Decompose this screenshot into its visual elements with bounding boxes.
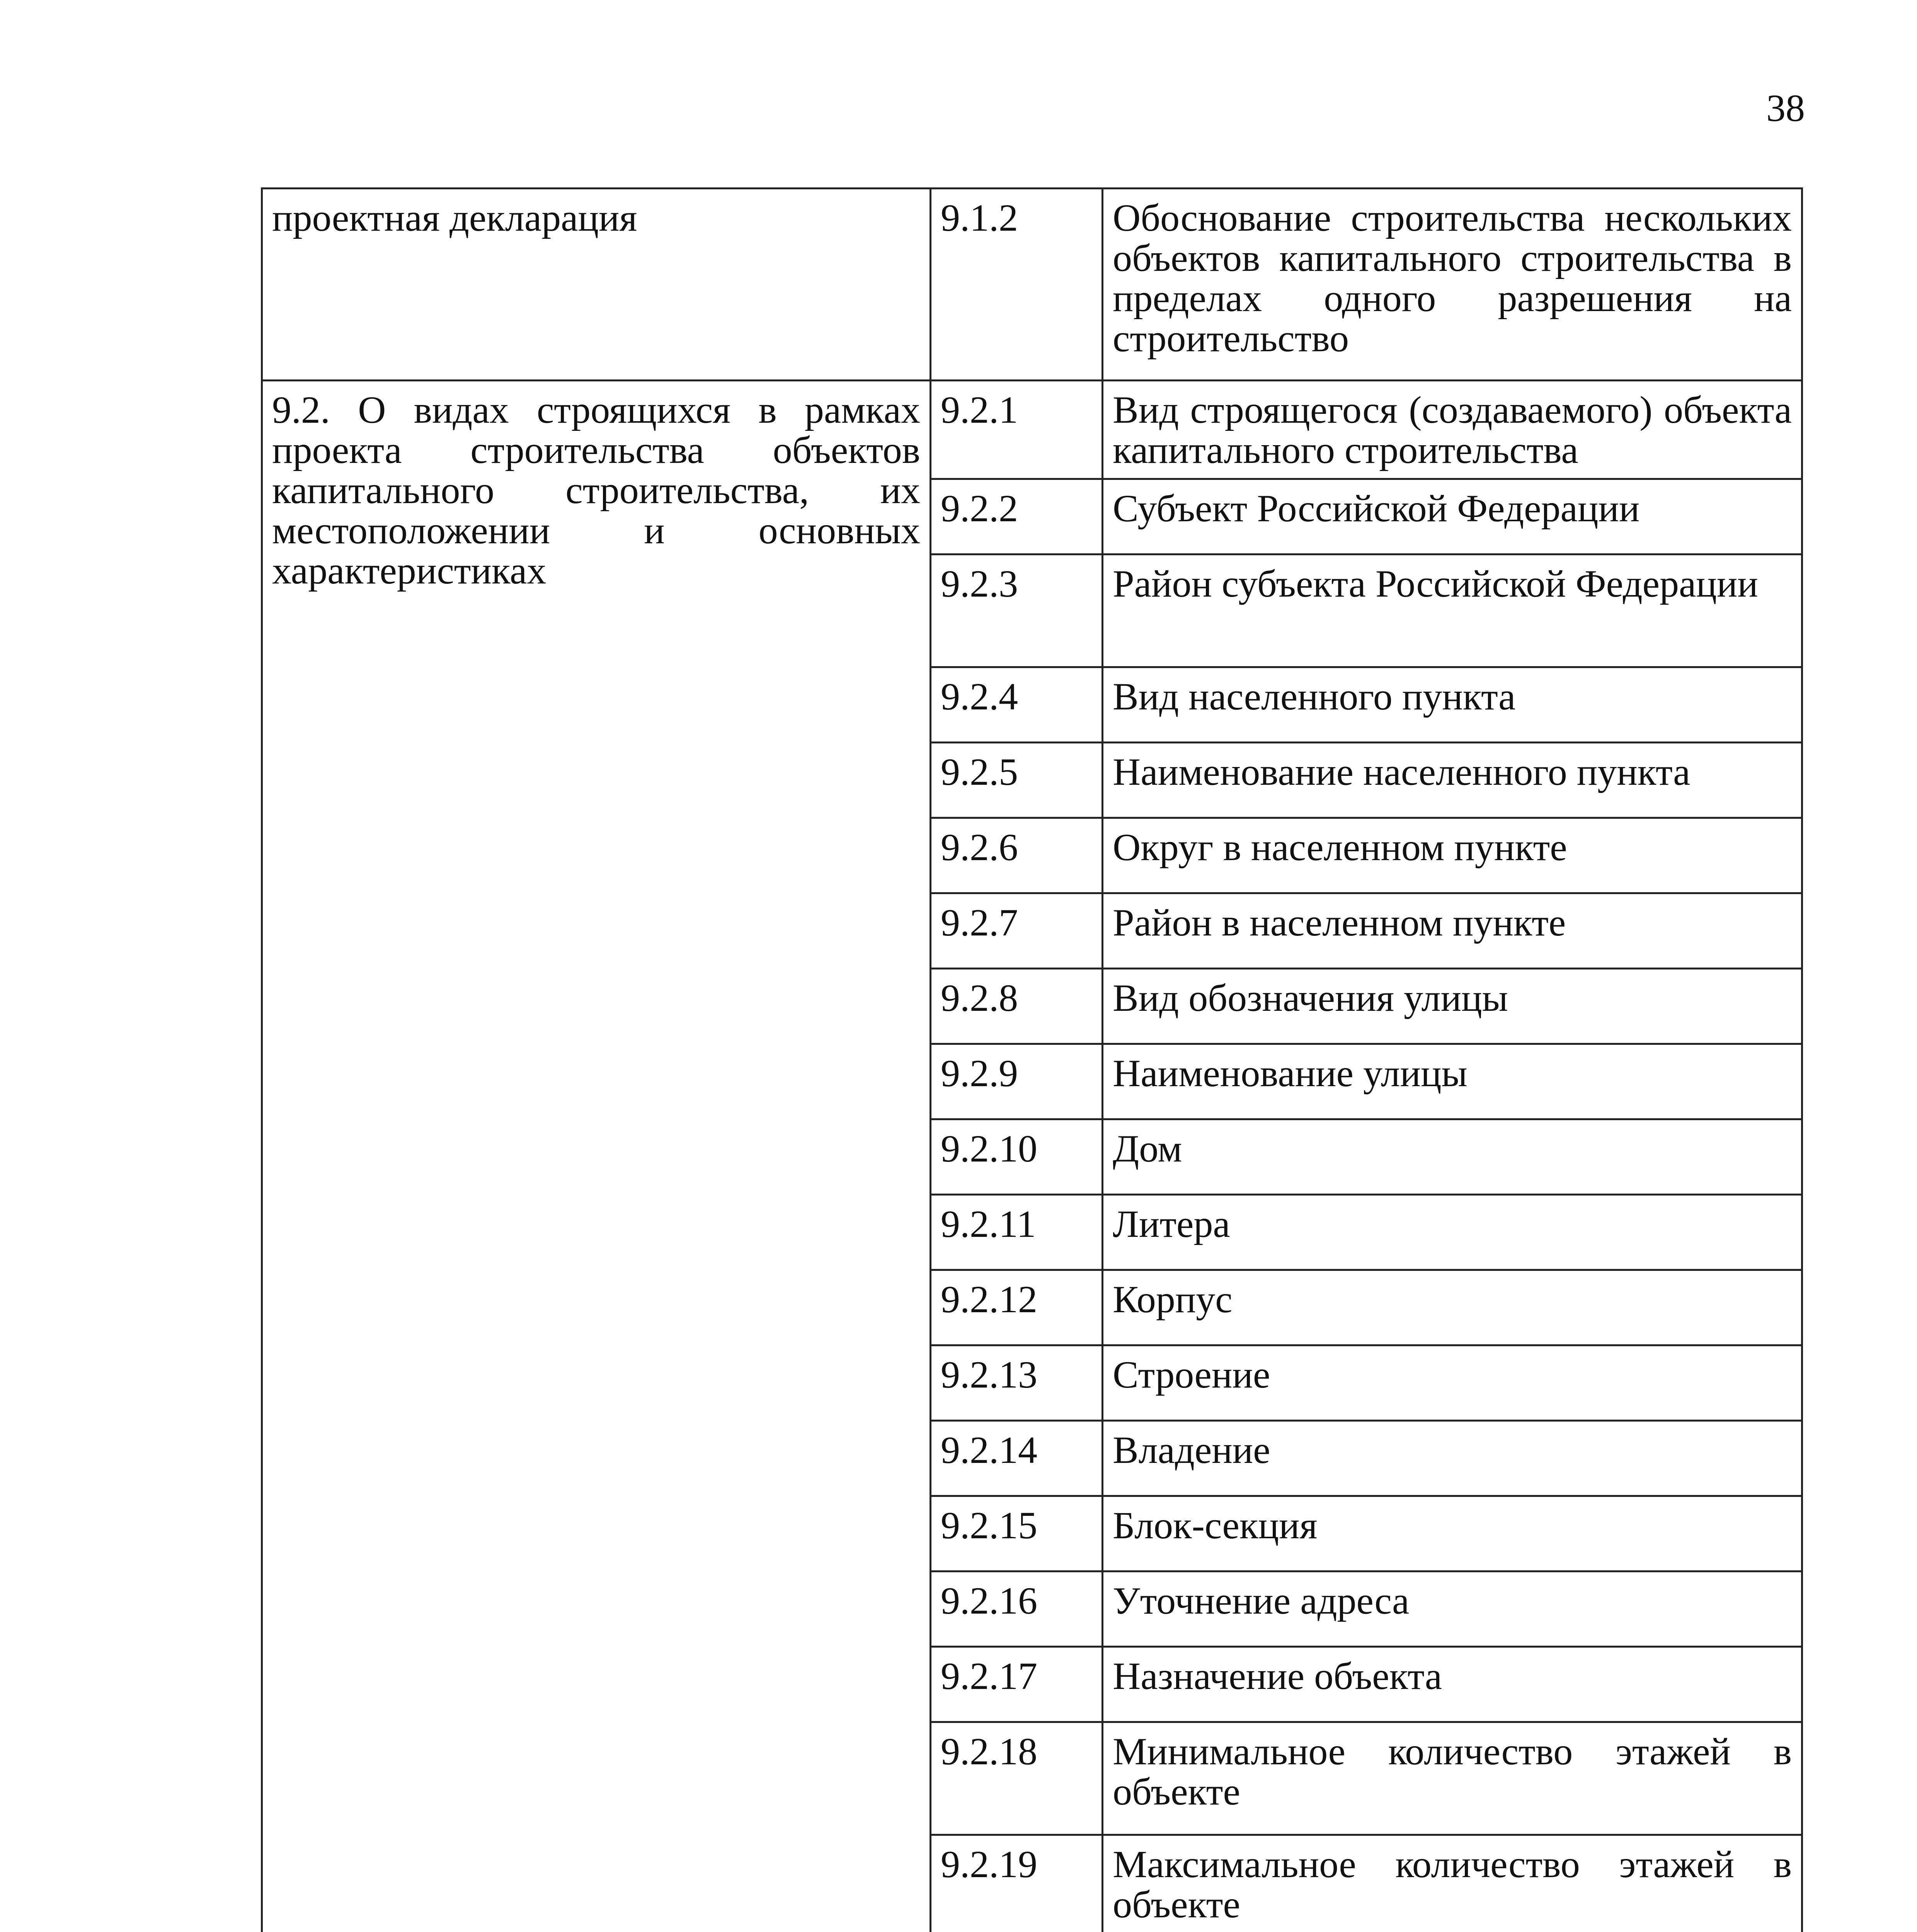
- description-cell: [1103, 743, 1802, 818]
- code-cell: [931, 969, 1103, 1044]
- code-cell: [931, 818, 1103, 893]
- item-description: Вид населенного пункта: [1113, 675, 1516, 718]
- item-code: 9.2.19: [941, 1843, 1037, 1886]
- item-code: 9.1.2: [941, 196, 1018, 239]
- description-cell: [1103, 969, 1802, 1044]
- description-cell: [1103, 381, 1802, 479]
- description-cell: [1103, 1345, 1802, 1421]
- item-description: Уточнение адреса: [1113, 1579, 1410, 1622]
- item-code: 9.2.18: [941, 1730, 1037, 1773]
- item-code: 9.2.11: [941, 1202, 1036, 1245]
- code-cell: [931, 381, 1103, 479]
- item-code: 9.2.6: [941, 826, 1018, 869]
- code-cell: [931, 1421, 1103, 1496]
- description-cell: [1103, 893, 1802, 969]
- item-description: Вид строящегося (создаваемого) объекта капитального строительства: [1113, 388, 1792, 471]
- item-description: Владение: [1113, 1429, 1270, 1471]
- description-cell: [1103, 1421, 1802, 1496]
- description-cell: [1103, 554, 1802, 667]
- code-cell: [931, 189, 1103, 381]
- item-code: 9.2.2: [941, 487, 1018, 530]
- code-cell: [931, 667, 1103, 743]
- description-cell: [1103, 1270, 1802, 1345]
- section-label: проектная декларация: [272, 196, 637, 239]
- table-row: [262, 189, 1802, 381]
- table-row: [262, 381, 1802, 479]
- description-cell: [1103, 1195, 1802, 1270]
- description-cell: [1103, 1496, 1802, 1571]
- code-cell: [931, 893, 1103, 969]
- section-cell: [262, 189, 931, 381]
- item-description: Дом: [1113, 1127, 1182, 1170]
- item-code: 9.2.14: [941, 1429, 1037, 1471]
- item-code: 9.2.5: [941, 750, 1018, 793]
- section-label: 9.2. О видах строящихся в рамках проекта строительства объектов капитального строительства, их местоположении и основных характеристиках: [272, 388, 920, 592]
- declaration-table: [261, 187, 1803, 1932]
- description-cell: [1103, 479, 1802, 554]
- code-cell: [931, 554, 1103, 667]
- item-code: 9.2.15: [941, 1504, 1037, 1547]
- code-cell: [931, 1345, 1103, 1421]
- description-cell: [1103, 1722, 1802, 1835]
- item-description: Район в населенном пункте: [1113, 901, 1566, 944]
- description-cell: [1103, 1647, 1802, 1722]
- item-description: Строение: [1113, 1353, 1270, 1396]
- item-description: Литера: [1113, 1202, 1230, 1245]
- description-cell: [1103, 818, 1802, 893]
- description-cell: [1103, 1119, 1802, 1195]
- description-cell: [1103, 1835, 1802, 1932]
- code-cell: [931, 1496, 1103, 1571]
- item-description: Вид обозначения улицы: [1113, 976, 1508, 1019]
- item-description: Субъект Российской Федерации: [1113, 487, 1640, 530]
- code-cell: [931, 1195, 1103, 1270]
- item-code: 9.2.10: [941, 1127, 1037, 1170]
- code-cell: [931, 1835, 1103, 1932]
- item-description: Назначение объекта: [1113, 1655, 1442, 1697]
- code-cell: [931, 1722, 1103, 1835]
- item-code: 9.2.1: [941, 388, 1018, 431]
- item-description: Корпус: [1113, 1278, 1233, 1321]
- item-code: 9.2.16: [941, 1579, 1037, 1622]
- item-code: 9.2.17: [941, 1655, 1037, 1697]
- code-cell: [931, 1270, 1103, 1345]
- item-code: 9.2.4: [941, 675, 1018, 718]
- code-cell: [931, 743, 1103, 818]
- item-description: Обоснование строительства нескольких объектов капитального строительства в пределах одного разрешения на строительство: [1113, 196, 1792, 360]
- code-cell: [931, 1044, 1103, 1119]
- description-cell: [1103, 1571, 1802, 1647]
- item-description: Наименование улицы: [1113, 1052, 1468, 1095]
- description-cell: [1103, 189, 1802, 381]
- item-code: 9.2.7: [941, 901, 1018, 944]
- section-cell: [262, 381, 931, 1932]
- item-code: 9.2.8: [941, 976, 1018, 1019]
- code-cell: [931, 479, 1103, 554]
- code-cell: [931, 1647, 1103, 1722]
- code-cell: [931, 1571, 1103, 1647]
- page-number: 38: [1766, 87, 1805, 129]
- item-code: 9.2.13: [941, 1353, 1037, 1396]
- item-description: Минимальное количество этажей в объекте: [1113, 1730, 1792, 1813]
- item-description: Наименование населенного пункта: [1113, 750, 1691, 793]
- item-code: 9.2.3: [941, 562, 1018, 605]
- item-description: Максимальное количество этажей в объекте: [1113, 1843, 1792, 1926]
- item-description: Блок-секция: [1113, 1504, 1318, 1547]
- description-cell: [1103, 1044, 1802, 1119]
- item-description: Округ в населенном пункте: [1113, 826, 1567, 869]
- code-cell: [931, 1119, 1103, 1195]
- item-description: Район субъекта Российской Федерации: [1113, 562, 1758, 605]
- item-code: 9.2.9: [941, 1052, 1018, 1095]
- description-cell: [1103, 667, 1802, 743]
- item-code: 9.2.12: [941, 1278, 1037, 1321]
